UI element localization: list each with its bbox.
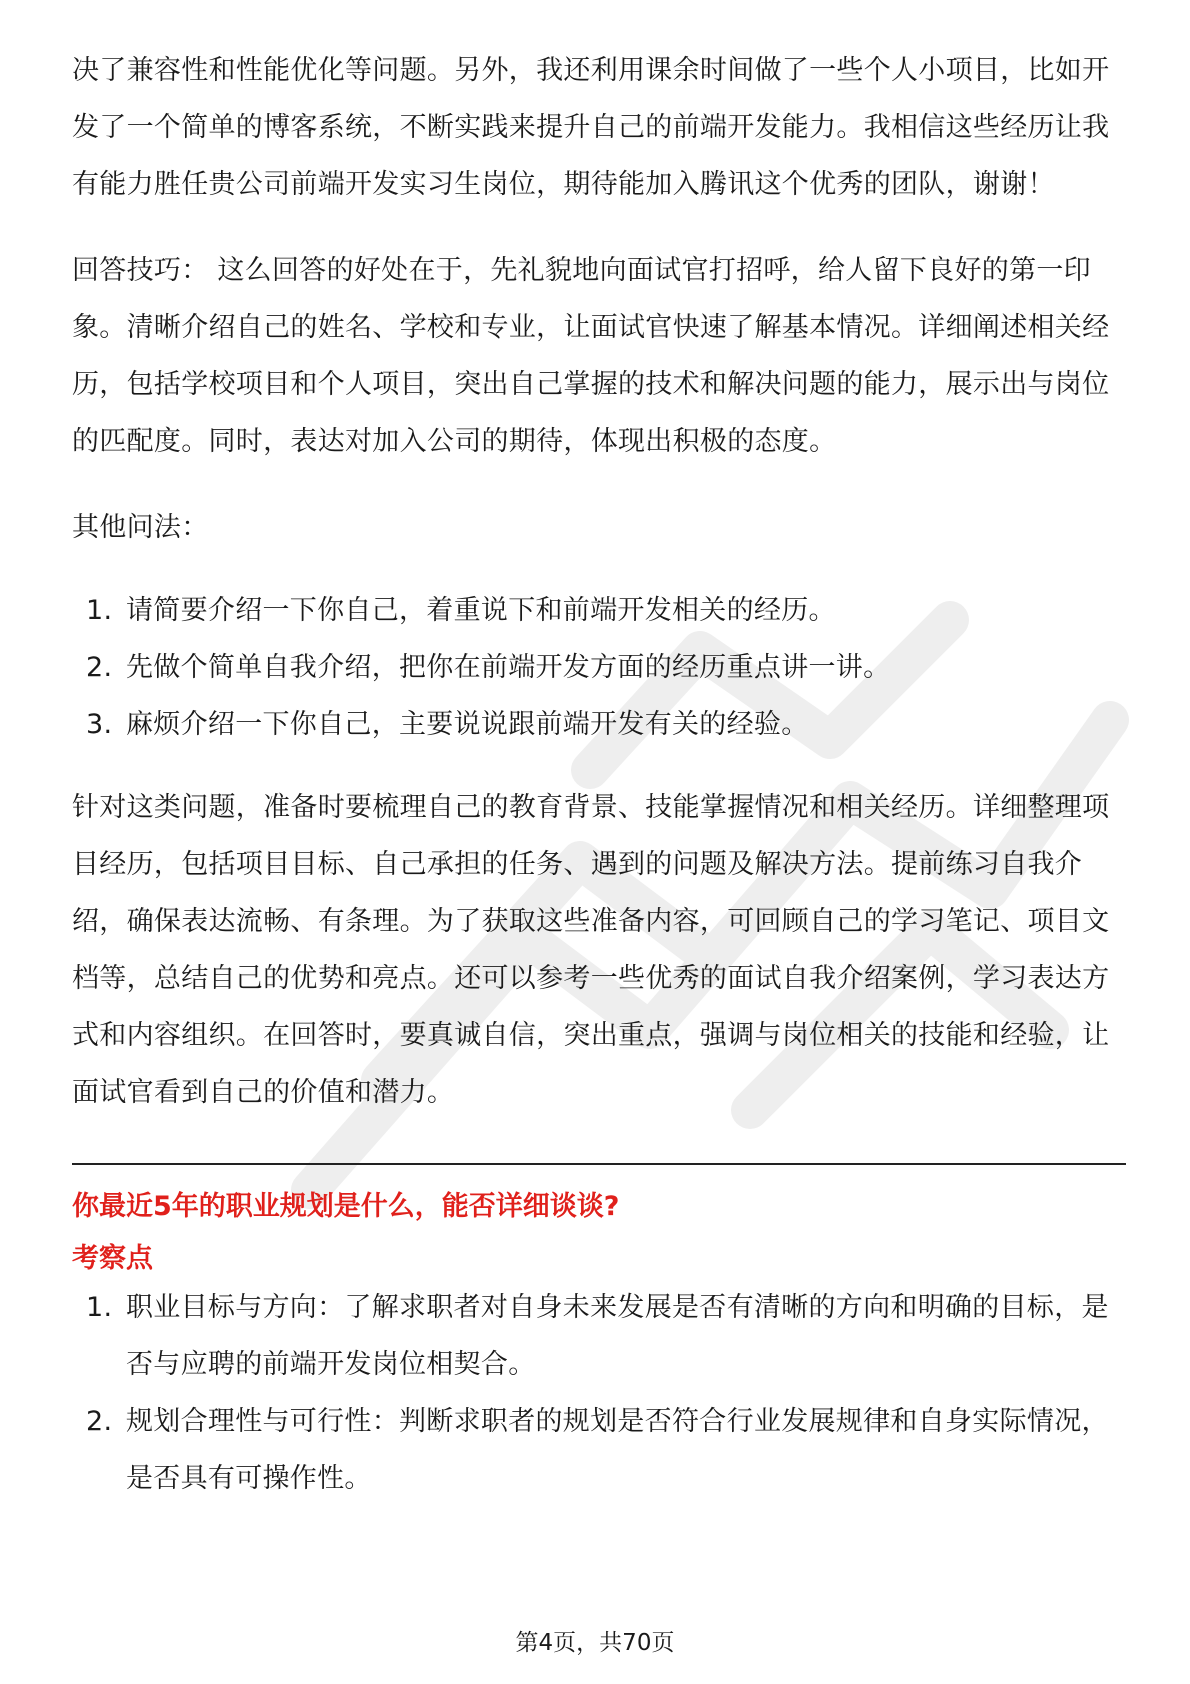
- list-item-text: 职业目标与方向：了解求职者对自身未来发展是否有清晰的方向和明确的目标，是否与应聘的前端开发岗位相契合。: [126, 1292, 1109, 1380]
- list-item-number: 3.: [86, 709, 113, 740]
- list-item: [72, 582, 1126, 639]
- list-item-text: 麻烦介绍一下你自己，主要说说跟前端开发有关的经验。: [126, 709, 809, 740]
- list-item: [72, 1393, 1126, 1507]
- page-number-footer: 第4页，共70页: [515, 1630, 675, 1656]
- intro-paragraph: 决了兼容性和性能优化等问题。另外，我还利用课余时间做了一些个人小项目，比如开发了一个简单的博客系统，不断实践来提升自己的前端开发能力。我相信这些经历让我有能力胜任贵公司前端开发实习生岗位，期待能加入腾讯这个优秀的团队，谢谢！: [72, 55, 1110, 200]
- other-questions-heading: 其他问法：: [72, 512, 209, 543]
- assessment-points-list: [72, 1279, 1126, 1507]
- other-questions-list: [72, 582, 1126, 753]
- question-title: 你最近5年的职业规划是什么，能否详细谈谈?: [72, 1191, 620, 1222]
- page-content: [72, 42, 1126, 1507]
- list-item: [72, 639, 1126, 696]
- list-item-number: 2.: [86, 1406, 113, 1437]
- question-subtitle: 考察点: [72, 1243, 153, 1274]
- list-item: [72, 696, 1126, 753]
- list-item-number: 2.: [86, 652, 113, 683]
- list-item-number: 1.: [86, 1292, 113, 1323]
- list-item-number: 1.: [86, 595, 113, 626]
- answer-tips-paragraph: 回答技巧： 这么回答的好处在于，先礼貌地向面试官打招呼，给人留下良好的第一印象。清晰介绍自己的姓名、学校和专业，让面试官快速了解基本情况。详细阐述相关经历，包括学校项目和个人项目，突出自己掌握的技术和解决问题的能力，展示出与岗位的匹配度。同时，表达对加入公司的期待，体现出积极的态度。: [72, 255, 1110, 457]
- preparation-paragraph: 针对这类问题，准备时要梳理自己的教育背景、技能掌握情况和相关经历。详细整理项目经历，包括项目目标、自己承担的任务、遇到的问题及解决方法。提前练习自我介绍，确保表达流畅、有条理。为了获取这些准备内容，可回顾自己的学习笔记、项目文档等，总结自己的优势和亮点。还可以参考一些优秀的面试自我介绍案例，学习表达方式和内容组织。在回答时，要真诚自信，突出重点，强调与岗位相关的技能和经验，让面试官看到自己的价值和潜力。: [72, 792, 1110, 1108]
- list-item-text: 规划合理性与可行性：判断求职者的规划是否符合行业发展规律和自身实际情况，是否具有可操作性。: [126, 1406, 1109, 1494]
- list-item-text: 先做个简单自我介绍，把你在前端开发方面的经历重点讲一讲。: [126, 652, 891, 683]
- list-item: [72, 1279, 1126, 1393]
- list-item-text: 请简要介绍一下你自己，着重说下和前端开发相关的经历。: [126, 595, 836, 626]
- section-divider: [72, 1163, 1126, 1165]
